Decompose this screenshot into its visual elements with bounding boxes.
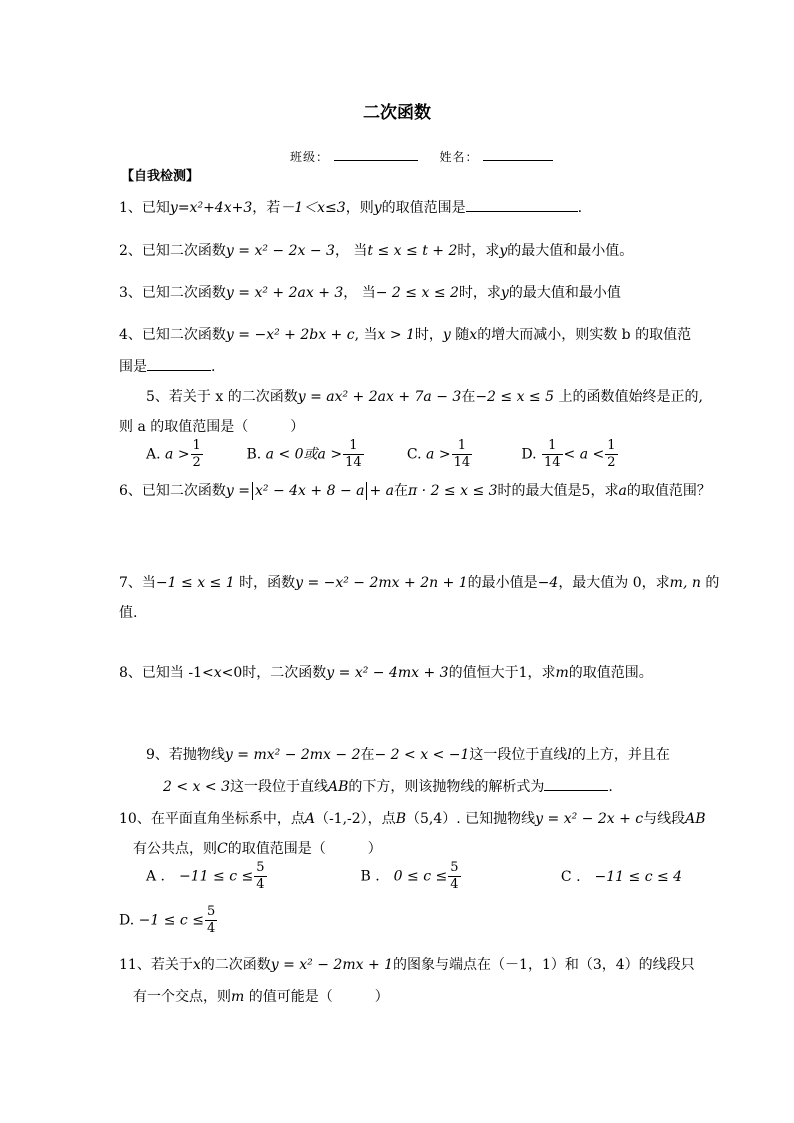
q10-option-a[interactable] (146, 860, 356, 893)
q1-var: y (373, 200, 382, 216)
q7-value: −4 (537, 575, 559, 591)
question-5 (146, 386, 703, 406)
question-10-line-2 (133, 838, 382, 858)
question-7 (119, 572, 719, 592)
question-2 (119, 240, 633, 260)
option-relation: −11 ≤ c ≤ (179, 868, 254, 885)
q7-text: 7、当 (119, 575, 156, 591)
q2-text: 时，求 (457, 243, 500, 259)
question-11-line-2 (133, 986, 389, 1006)
question-7-line-2: 值. (119, 605, 138, 621)
question-4 (119, 324, 691, 344)
option-relation: a > (165, 446, 190, 463)
q3-text: 的最大值和最小值 (508, 285, 621, 301)
q7-var: m, n (669, 575, 701, 591)
denominator: 4 (450, 877, 459, 892)
q9-range: − 2 < x < −1 (374, 747, 470, 763)
q10-var: AB (685, 811, 706, 827)
q10-option-d[interactable] (119, 904, 218, 937)
q1-text: ，则 (345, 200, 374, 216)
numerator: 1 (607, 438, 616, 453)
numerator: 1 (542, 438, 563, 455)
q2-range: t ≤ x ≤ t + 2 (367, 243, 458, 259)
q1-answer-blank[interactable] (466, 199, 578, 212)
abs-bar-right (366, 482, 367, 500)
option-relation: 0 ≤ c ≤ (393, 868, 448, 885)
q3-formula: y = x² + 2ax + 3 (225, 285, 344, 301)
q5-option-d[interactable] (521, 438, 618, 471)
numerator: 5 (206, 904, 216, 919)
q6-formula: y = (225, 483, 251, 499)
q2-text: 的最大值和最小值。 (507, 243, 634, 259)
q2-text: 2、已知二次函数 (119, 243, 226, 259)
q11-text: 11、若关于 (119, 957, 193, 973)
option-letter: D. (521, 446, 537, 463)
q5-range: −2 ≤ x ≤ 5 (475, 389, 555, 405)
question-4-line-2 (119, 356, 215, 376)
q10-option-b[interactable] (360, 860, 556, 893)
option-relation: a > (426, 446, 451, 463)
option-letter: B . (360, 868, 380, 885)
q10-var: C (217, 841, 228, 857)
option-letter: A . (146, 868, 166, 885)
option-relation: −1 ≤ c ≤ (138, 912, 204, 929)
question-9-line-2 (163, 776, 613, 796)
q8-var: x (213, 665, 222, 681)
q8-text: 8、已知当 -1< (119, 665, 214, 681)
fraction (191, 438, 203, 471)
option-letter: D. (119, 912, 135, 929)
q9-formula: y = mx² − 2mx − 2 (224, 747, 361, 763)
q6-text: 6、已知二次函数 (119, 483, 226, 499)
q1-text: . (577, 200, 583, 216)
q7-text: 的 (700, 575, 720, 591)
name-blank[interactable] (483, 148, 553, 161)
question-11 (119, 954, 695, 974)
denominator: 14 (453, 455, 471, 470)
q9-text: 的上方，并且在 (571, 747, 670, 763)
q3-text: 3、已知二次函数 (119, 285, 226, 301)
q10-var: A (304, 811, 315, 827)
question-5-options (146, 438, 619, 471)
q4-formula: y = −x² + 2bx + c (225, 327, 355, 343)
q1-text: 1、已知 (119, 200, 170, 216)
q5-text: 上的函数值始终是正的, (554, 389, 703, 405)
q5-option-c[interactable] (407, 438, 517, 471)
q8-formula: y = x² − 4mx + 3 (326, 665, 449, 681)
q7-text: 时，函数 (234, 575, 296, 591)
q7-text: 的最小值是 (467, 575, 538, 591)
q2-formula: y = x² − 2x − 3 (225, 243, 335, 259)
q7-range: −1 ≤ x ≤ 1 (155, 575, 235, 591)
q3-text: ， 当 (343, 285, 376, 301)
option-relation: a < 0或a > (265, 446, 343, 463)
q4-answer-blank[interactable] (147, 358, 211, 371)
q10-text: 与线段 (643, 811, 686, 827)
q9-text: 这一段位于直线 (229, 779, 328, 795)
page-title: 二次函数 (363, 103, 431, 123)
fraction (448, 860, 460, 893)
q7-text: ，最大值为 0，求 (558, 575, 670, 591)
numerator: 1 (192, 438, 201, 453)
q8-text: 的值恒大于1，求 (448, 665, 556, 681)
q9-var: AB (327, 779, 349, 795)
q10-text: 的取值范围是（ ） (227, 841, 382, 857)
question-9 (146, 744, 670, 764)
denominator: 2 (192, 455, 201, 470)
q4-text: 时， (414, 327, 443, 343)
numerator: 5 (256, 860, 265, 875)
q10-formula: y = x² − 2x + c (535, 811, 644, 827)
q8-text: <0时，二次函数 (221, 665, 327, 681)
q3-text: 时，求 (458, 285, 501, 301)
q5-option-b[interactable] (246, 438, 402, 471)
class-name-line (290, 148, 553, 165)
q5-formula: y = ax² + 2ax + 7a − 3 (297, 389, 462, 405)
q4-var: y (442, 327, 451, 343)
q1-text: 的取值范围是 (381, 200, 466, 216)
q5-option-a[interactable] (146, 438, 242, 471)
q10-text: （5,4）. 已知抛物线 (405, 811, 536, 827)
question-3 (119, 282, 621, 302)
numerator: 1 (343, 438, 364, 455)
option-letter: B. (246, 446, 262, 463)
q1-text: ，若 (252, 200, 281, 216)
q9-text: 在 (360, 747, 375, 763)
q2-var: y (499, 243, 508, 259)
q9-text: 这一段位于直线 (469, 747, 568, 763)
q11-text: 有一个交点，则 (133, 989, 231, 1005)
denominator: 14 (345, 455, 362, 470)
option-relation: < a < (563, 446, 605, 463)
question-10 (119, 808, 706, 828)
q6-formula: + a (369, 483, 395, 499)
q4-text: 的增大而减小，则实数 b 的取值范 (477, 327, 692, 343)
option-letter: C. (406, 446, 422, 463)
q11-text: 的值可能是（ ） (244, 989, 389, 1005)
q3-range: − 2 ≤ x ≤ 2 (375, 285, 459, 301)
question-5-line-2: 则 a 的取值范围是（ ） (119, 419, 305, 435)
option-letter: C . (560, 868, 581, 885)
q6-text: 的取值范围？ (626, 483, 711, 499)
q7-formula: y = −x² − 2mx + 2n + 1 (295, 575, 468, 591)
q9-text: 9、若抛物线 (146, 747, 225, 763)
q4-var: x (469, 327, 478, 343)
q9-text: 的下方，则该抛物线的解析式为 (348, 779, 545, 795)
q9-text: . (608, 779, 613, 795)
q5-text: 在 (461, 389, 476, 405)
q8-var: m (555, 665, 569, 681)
class-label: 班级： (290, 150, 330, 164)
q4-text: 随 (450, 327, 470, 343)
q10-text: 10、在平面直角坐标系中，点 (119, 811, 305, 827)
q4-condition: x > 1 (377, 327, 415, 343)
fraction (254, 860, 266, 893)
name-label: 姓名： (439, 150, 479, 164)
q10-var: B (395, 811, 406, 827)
question-1 (119, 197, 582, 217)
fraction (605, 438, 617, 471)
fraction (542, 438, 563, 471)
q11-formula: y = x² − 2mx + 1 (270, 957, 394, 973)
q5-text: 5、若关于 x 的二次函数 (146, 389, 298, 405)
option-relation: −11 ≤ c ≤ 4 (594, 868, 683, 885)
q6-formula: x² − 4x + 8 − a (255, 483, 365, 499)
q1-formula: y=x²+4x+3 (169, 200, 253, 216)
denominator: 4 (206, 921, 216, 936)
q6-var: a (618, 483, 627, 499)
q9-answer-blank[interactable] (544, 778, 608, 791)
q11-text: 的二次函数 (200, 957, 271, 973)
q11-text: 的图象与端点在（－1，1）和（3，4）的线段只 (393, 957, 695, 973)
numerator: 5 (450, 860, 459, 875)
option-letter: A. (146, 446, 161, 463)
q10-text: 有公共点，则 (133, 841, 217, 857)
fraction (343, 438, 364, 471)
q3-var: y (500, 285, 509, 301)
question-10-options (146, 860, 682, 893)
q9-range: 2 < x < 3 (163, 779, 230, 795)
q11-var: m (231, 989, 245, 1005)
q4-text: . (211, 359, 216, 375)
denominator: 4 (256, 877, 265, 892)
q4-text: 4、已知二次函数 (119, 327, 226, 343)
q4-text: 围是 (119, 359, 147, 375)
section-heading: 【自我检测】 (121, 169, 200, 184)
q2-text: ， 当 (334, 243, 368, 259)
fraction (205, 904, 217, 937)
question-8 (119, 662, 653, 682)
q1-range: －1＜x≤3 (280, 200, 346, 216)
q10-text: （-1,-2），点 (314, 811, 396, 827)
denominator: 2 (607, 455, 616, 470)
q9-var: l (567, 747, 572, 763)
q6-range: π · 2 ≤ x ≤ 3 (408, 483, 498, 499)
q10-option-c[interactable] (561, 866, 682, 886)
question-6 (119, 480, 711, 500)
q8-text: 的取值范围。 (568, 665, 653, 681)
abs-bar-left (252, 482, 253, 500)
class-blank[interactable] (334, 148, 418, 161)
fraction (452, 438, 473, 471)
denominator: 14 (544, 455, 561, 470)
q6-text: 在 (394, 483, 409, 499)
q4-text: , 当 (354, 327, 378, 343)
numerator: 1 (452, 438, 473, 455)
q6-text: 时的最大值是5，求 (497, 483, 619, 499)
q11-var: x (192, 957, 201, 973)
